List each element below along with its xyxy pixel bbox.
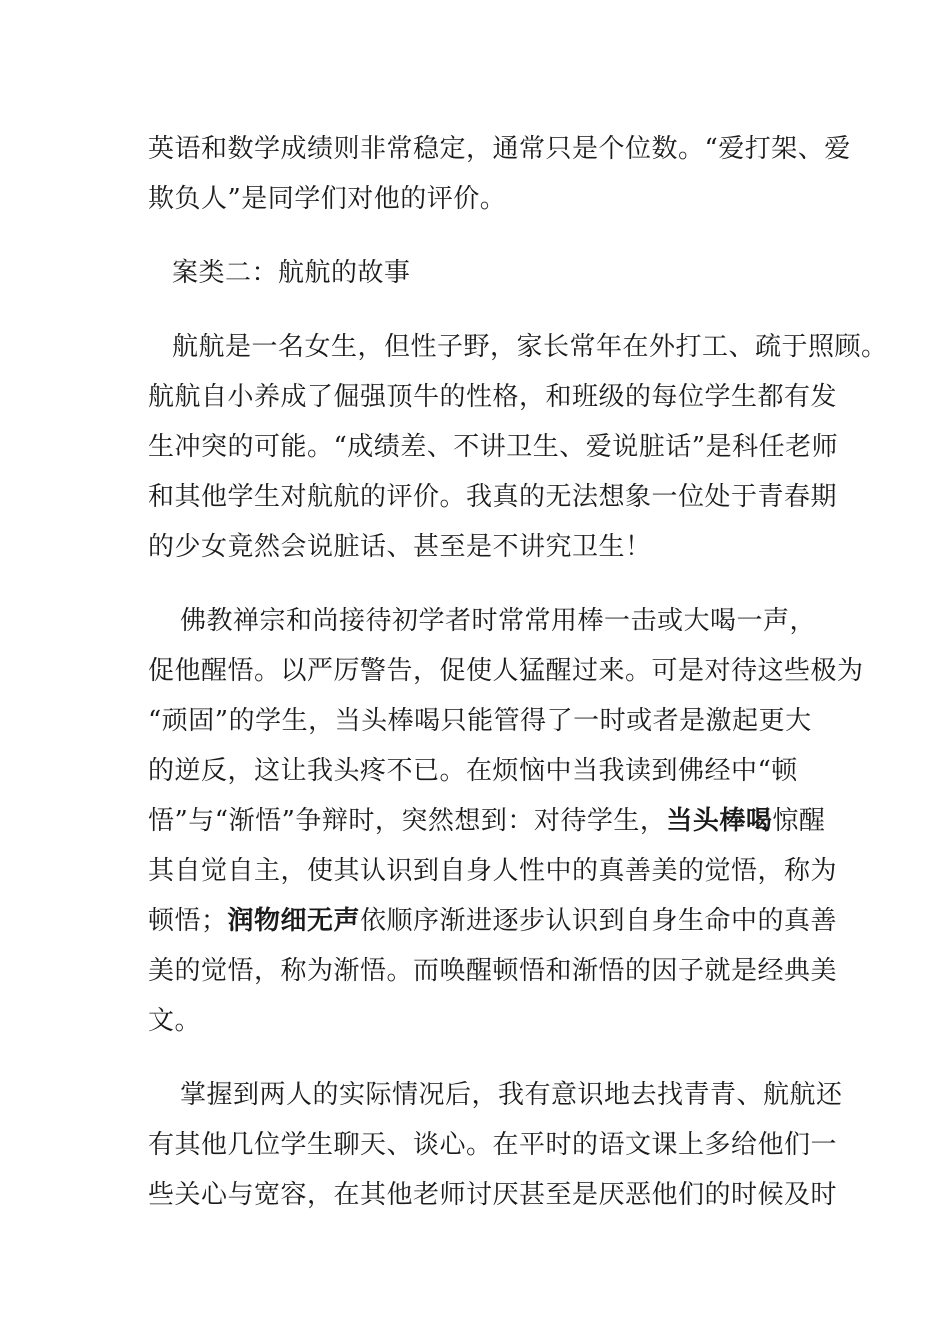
paragraph-line: 欺负人”是同学们对他的评价。: [148, 184, 507, 214]
paragraph-line: 生冲突的可能。“成绩差、不讲卫生、爱说脏话”是科任老师: [148, 432, 839, 462]
paragraph-line: [148, 804, 826, 838]
paragraph-line: 其自觉自主，使其认识到自身人性中的真善美的觉悟，称为: [148, 856, 838, 886]
paragraph-line: [148, 904, 838, 938]
paragraph-line: 掌握到两人的实际情况后，我有意识地去找青青、航航还: [180, 1080, 843, 1110]
paragraph-line: 美的觉悟，称为渐悟。而唤醒顿悟和渐悟的因子就是经典美: [148, 956, 838, 986]
paragraph-line: 英语和数学成绩则非常稳定，通常只是个位数。“爱打架、爱: [148, 134, 851, 164]
text-run: 依顺序渐进逐步认识到自身生命中的真善: [360, 906, 838, 936]
paragraph-line: 文。: [148, 1006, 202, 1036]
paragraph-line: 些关心与宽容，在其他老师讨厌甚至是厌恶他们的时候及时: [148, 1180, 838, 1210]
emphasis-text: 当头棒喝: [666, 806, 773, 836]
text-run: 惊醒: [772, 806, 826, 836]
paragraph-line: 航航自小养成了倔强顶牛的性格，和班级的每位学生都有发: [148, 382, 838, 412]
paragraph-line: 佛教禅宗和尚接待初学者时常常用棒一击或大喝一声，: [180, 606, 817, 636]
paragraph-line: 的逆反，这让我头疼不已。在烦恼中当我读到佛经中“顿: [148, 756, 798, 786]
text-run: 顿悟；: [148, 906, 228, 936]
section-heading: 案类二：航航的故事: [172, 258, 411, 288]
emphasis-text: 润物细无声: [227, 906, 361, 936]
paragraph-line: 有其他几位学生聊天、谈心。在平时的语文课上多给他们一: [148, 1130, 838, 1160]
text-run: 悟”与“渐悟”争辩时，突然想到：对待学生，: [148, 806, 667, 836]
paragraph-line: 和其他学生对航航的评价。我真的无法想象一位处于青春期: [148, 482, 838, 512]
paragraph-line: “顽固”的学生，当头棒喝只能管得了一时或者是激起更大: [148, 706, 812, 736]
paragraph-line: 航航是一名女生，但性子野，家长常年在外打工、疏于照顾。: [172, 332, 888, 362]
paragraph-line: 促他醒悟。以严厉警告，促使人猛醒过来。可是对待这些极为: [148, 656, 864, 686]
paragraph-line: 的少女竟然会说脏话、甚至是不讲究卫生！: [148, 532, 652, 562]
